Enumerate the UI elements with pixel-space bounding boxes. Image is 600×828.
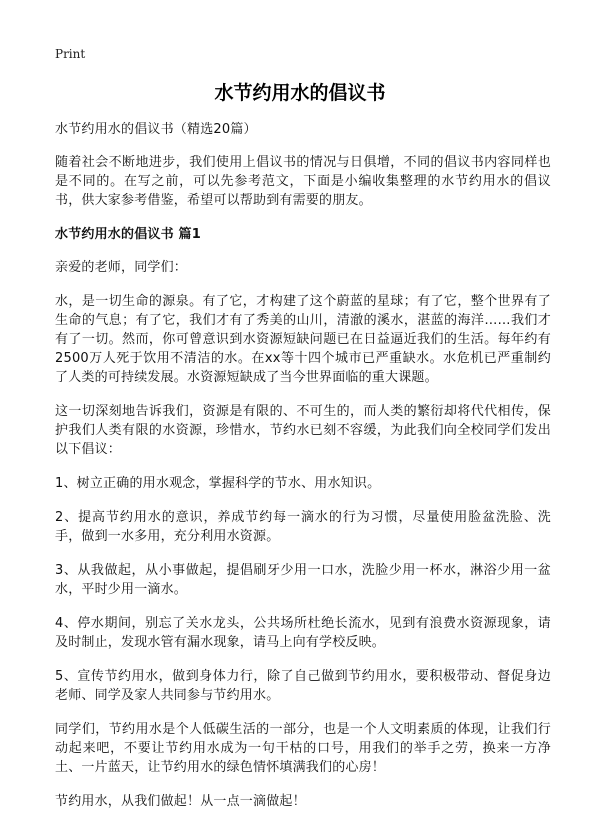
closing-paragraph: 同学们，节约用水是个人低碳生活的一部分，也是一个人文明素质的体现，让我们行动起来吧，不要让节约用水成为一句干枯的口号，用我们的举手之劳，换来一方净土、一片蓝天，让节约用水的绿色情怀填满我们的心房！: [55, 722, 551, 775]
proposal-item-2: 2、提高节约用水的意识，养成节约每一滴水的行为习惯，尽量使用脸盆洗脸、洗手，做到一水多用，充分利用水资源。: [55, 510, 551, 544]
section-heading: 水节约用水的倡议书 篇1: [55, 227, 201, 242]
greeting: 亲爱的老师，同学们：: [55, 260, 188, 275]
intro-paragraph: 随着社会不断地进步，我们使用上倡议书的情况与日俱增，不同的倡议书内容同样也是不同的。在写之前，可以先参考范文，下面是小编收集整理的水节约用水的倡议书，供大家参考借鉴，希望可以帮助到有需要的朋友。: [55, 155, 551, 208]
body-paragraph-1: 水，是一切生命的源泉。有了它，才构建了这个蔚蓝的星球；有了它，整个世界有了生命的气息；有了它，我们才有了秀美的山川，清澈的溪水，湛蓝的海洋……我们才有了一切。然而，你可曾意识到水资源短缺问题已在日益逼近我们的生活。每年约有2500万人死于饮用不清洁的水。在xx等十四个城市已严重缺水。水危机已严重制约了人类的可持续发展。水资源短缺成了当今世界面临的重大课题。: [55, 294, 551, 385]
page-title: 水节约用水的倡议书: [214, 82, 386, 104]
proposal-item-5: 5、宣传节约用水，做到身体力行，除了自己做到节约用水，要积极带动、督促身边老师、同学及家人共同参与节约用水。: [55, 669, 551, 703]
print-link[interactable]: Print: [55, 47, 86, 61]
proposal-item-4: 4、停水期间，别忘了关水龙头，公共场所杜绝长流水，见到有浪费水资源现象，请及时制止，发现水管有漏水现象，请马上向有学校反映。: [55, 616, 551, 650]
document-body: [55, 120, 551, 826]
slogan: 节约用水，从我们做起！从一点一滴做起！: [55, 794, 306, 809]
proposal-item-1: 1、树立正确的用水观念，掌握科学的节水、用水知识。: [55, 476, 381, 491]
body-paragraph-2: 这一切深刻地告诉我们，资源是有限的、不可生的，而人类的繁衍却将代代相传，保护我们人类有限的水资源，珍惜水，节约水已刻不容缓，为此我们向全校同学们发出以下倡议：: [55, 404, 551, 457]
proposal-item-3: 3、从我做起，从小事做起，提倡刷牙少用一口水，洗脸少用一杯水，淋浴少用一盆水，平时少用一滴水。: [55, 563, 551, 597]
document-subtitle: 水节约用水的倡议书（精选20篇）: [55, 122, 257, 137]
